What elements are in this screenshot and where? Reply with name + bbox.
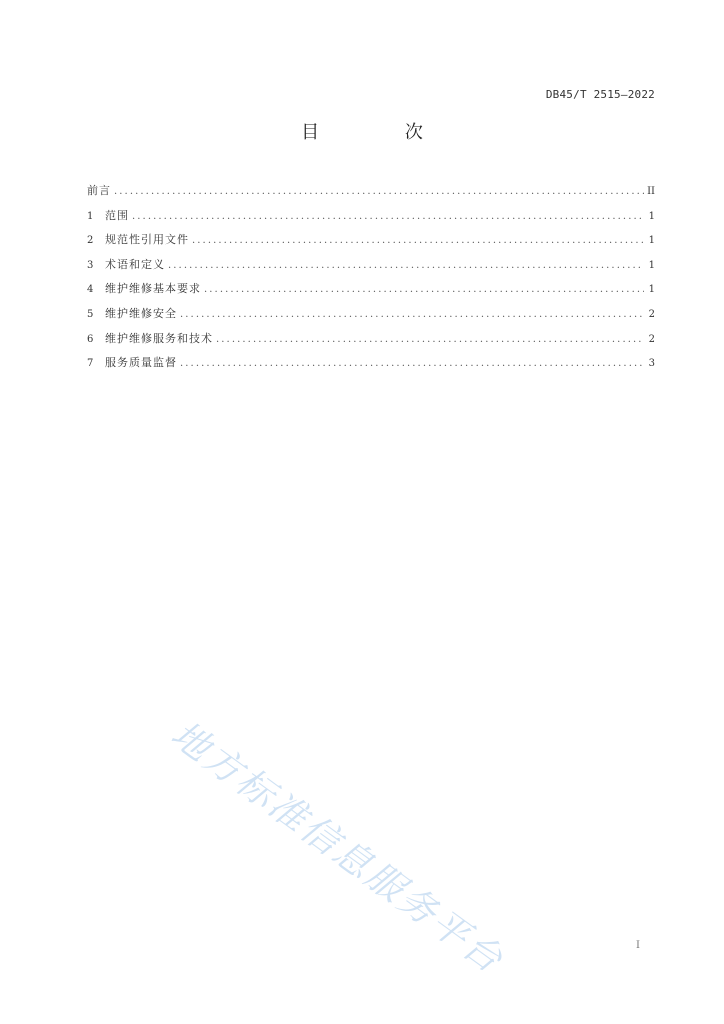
toc-entry-7[interactable] [87,354,655,379]
watermark: 地方标准信息服务平台 [163,712,513,983]
toc-entry-4[interactable] [87,280,655,305]
table-of-contents [87,182,655,379]
toc-entry-label: 维护维修服务和技术 [105,331,213,345]
toc-entry-6[interactable] [87,330,655,355]
toc-leader-dots [192,235,644,246]
toc-entry-number: 2 [87,235,94,247]
toc-entry-label: 前言 [87,184,111,197]
toc-leader-dots [132,211,644,222]
toc-leader-dots [180,309,644,320]
toc-entry-label: 维护维修安全 [105,306,177,320]
toc-entry-label: 范围 [105,208,129,222]
toc-entry-page: 3 [648,358,655,370]
toc-entry-number: 7 [87,358,94,370]
toc-entry-page: 1 [648,235,655,247]
toc-entry-foreword[interactable] [87,182,655,207]
toc-entry-1[interactable] [87,207,655,232]
toc-entry-number: 5 [87,308,94,320]
toc-entry-3[interactable] [87,256,655,281]
toc-leader-dots [216,334,644,345]
toc-entry-label: 服务质量监督 [105,356,177,370]
toc-entry-label: 术语和定义 [105,257,165,271]
toc-entry-5[interactable] [87,305,655,330]
toc-leader-dots [204,284,644,295]
toc-entry-number: 3 [87,259,94,271]
toc-leader-dots [180,358,644,369]
toc-title: 目 次 [301,122,463,143]
toc-entry-label: 维护维修基本要求 [105,282,201,296]
toc-entry-number: 6 [87,333,94,345]
toc-entry-page: 2 [648,308,655,320]
toc-entry-page: 1 [648,259,655,271]
toc-leader-dots [168,260,644,271]
toc-entry-page: 2 [648,333,655,345]
toc-entry-2[interactable] [87,231,655,256]
toc-entry-number: 4 [87,284,94,296]
toc-entry-label: 规范性引用文件 [105,233,189,247]
toc-entry-page: 1 [648,284,655,296]
toc-entry-number: 1 [87,210,94,222]
document-code: DB45/T 2515—2022 [545,88,655,101]
toc-entry-page: 1 [648,210,655,222]
toc-entry-page: II [647,186,655,197]
page-number: I [636,940,640,951]
toc-leader-dots [114,186,644,197]
